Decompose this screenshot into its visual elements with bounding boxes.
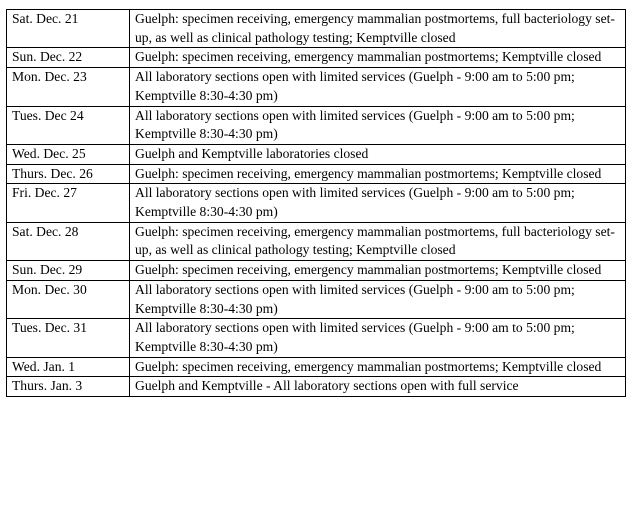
status-cell: All laboratory sections open with limited services (Guelph - 9:00 am to 5:00 pm; Kemptville 8:30-4:30 pm)	[130, 319, 626, 357]
table-row	[7, 10, 626, 48]
day-cell: Sun. Dec. 29	[7, 261, 130, 281]
table-row	[7, 184, 626, 222]
status-cell: Guelph: specimen receiving, emergency mammalian postmortems; Kemptville closed	[130, 261, 626, 281]
status-cell: All laboratory sections open with limited services (Guelph - 9:00 am to 5:00 pm; Kemptville 8:30-4:30 pm)	[130, 184, 626, 222]
holiday-schedule-table	[6, 9, 626, 397]
table-row	[7, 261, 626, 281]
day-cell: Thurs. Jan. 3	[7, 377, 130, 397]
table-row	[7, 280, 626, 318]
day-cell: Thurs. Dec. 26	[7, 164, 130, 184]
table-row	[7, 319, 626, 357]
table-row	[7, 377, 626, 397]
day-cell: Tues. Dec 24	[7, 106, 130, 144]
day-cell: Sat. Dec. 21	[7, 10, 130, 48]
status-cell: All laboratory sections open with limited services (Guelph - 9:00 am to 5:00 pm; Kemptville 8:30-4:30 pm)	[130, 106, 626, 144]
status-cell: Guelph: specimen receiving, emergency mammalian postmortems; Kemptville closed	[130, 357, 626, 377]
status-cell: All laboratory sections open with limited services (Guelph - 9:00 am to 5:00 pm; Kemptville 8:30-4:30 pm)	[130, 68, 626, 106]
table-row	[7, 222, 626, 260]
status-cell: Guelph: specimen receiving, emergency mammalian postmortems, full bacteriology set-up, as well as clinical pathology testing; Kemptville closed	[130, 222, 626, 260]
day-cell: Wed. Jan. 1	[7, 357, 130, 377]
table-row	[7, 48, 626, 68]
table-row	[7, 164, 626, 184]
table-row	[7, 144, 626, 164]
day-cell: Sat. Dec. 28	[7, 222, 130, 260]
day-cell: Fri. Dec. 27	[7, 184, 130, 222]
day-cell: Mon. Dec. 23	[7, 68, 130, 106]
day-cell: Mon. Dec. 30	[7, 280, 130, 318]
status-cell: Guelph: specimen receiving, emergency mammalian postmortems; Kemptville closed	[130, 164, 626, 184]
status-cell: Guelph: specimen receiving, emergency mammalian postmortems, full bacteriology set-up, as well as clinical pathology testing; Kemptville closed	[130, 10, 626, 48]
status-cell: Guelph and Kemptville laboratories closed	[130, 144, 626, 164]
table-row	[7, 357, 626, 377]
table-row	[7, 106, 626, 144]
table-row	[7, 68, 626, 106]
status-cell: All laboratory sections open with limited services (Guelph - 9:00 am to 5:00 pm; Kemptville 8:30-4:30 pm)	[130, 280, 626, 318]
day-cell: Wed. Dec. 25	[7, 144, 130, 164]
schedule-table-body	[7, 10, 626, 397]
status-cell: Guelph and Kemptville - All laboratory sections open with full service	[130, 377, 626, 397]
status-cell: Guelph: specimen receiving, emergency mammalian postmortems; Kemptville closed	[130, 48, 626, 68]
day-cell: Tues. Dec. 31	[7, 319, 130, 357]
day-cell: Sun. Dec. 22	[7, 48, 130, 68]
